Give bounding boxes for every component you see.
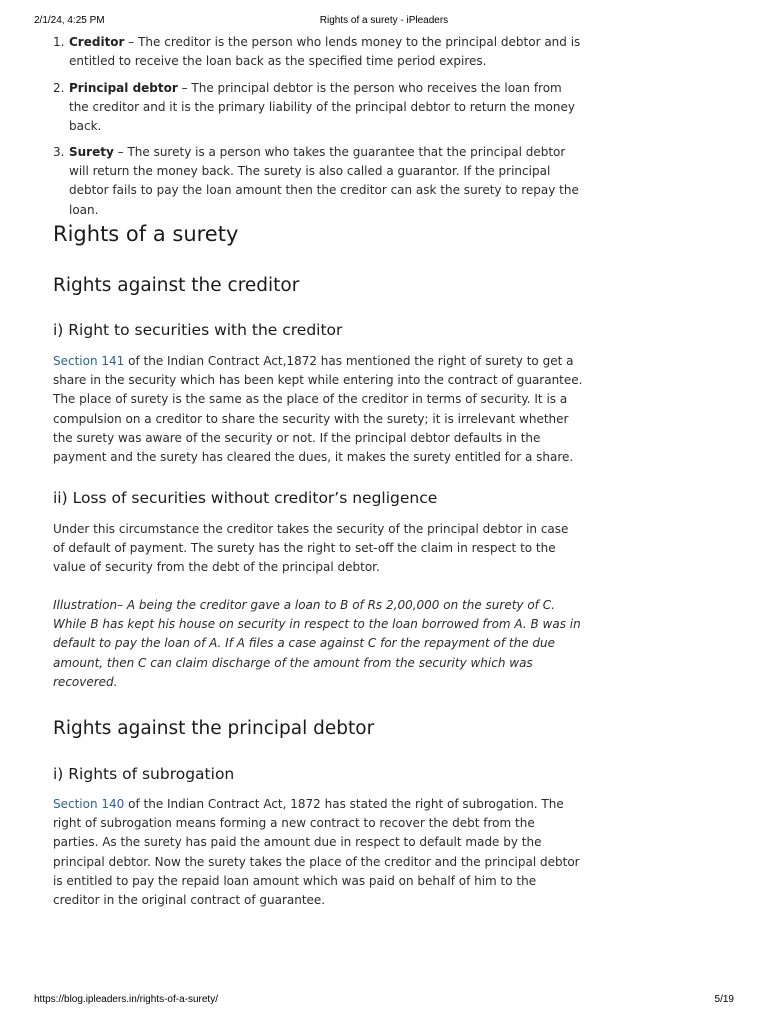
paragraph-text: of the Indian Contract Act,1872 has mentioned the right of surety to get a share in the security which has been kept while entering into the contract of guarantee. The place of surety is the same as the place of the creditor in terms of security. It is a compulsion on a creditor to share the security with the surety; it is irrelevant whether the surety was aware of the security or not. If the principal debtor defaults in the payment and the surety has cleared the dues, it makes the surety entitled for a share. [53,354,583,465]
list-text: – The surety is a person who takes the guarantee that the principal debtor will return the money back. The surety is also called a guarantor. If the principal debtor fails to pay the loan amount then the creditor can ask the surety to repay the loan. [69,145,579,217]
paragraph-section-140 [53,795,583,910]
subheading-loss-of-securities: ii) Loss of securities without creditor’s negligence [53,489,438,507]
list-number: 1. [53,35,65,49]
list-item-surety [53,143,583,220]
heading-rights-against-principal-debtor: Rights against the principal debtor [53,718,375,739]
list-item-creditor [53,33,583,71]
subheading-right-to-securities: i) Right to securities with the creditor [53,321,343,339]
list-text: – The principal debtor is the person who receives the loan from the creditor and it is the primary liability of the principal debtor to return the money back. [69,81,575,134]
print-header [34,15,734,29]
list-item-principal-debtor [53,79,583,137]
list-term: Surety [69,145,114,159]
list-term: Creditor [69,35,125,49]
section-141-link[interactable]: Section 141 [53,354,125,368]
heading-rights-against-creditor: Rights against the creditor [53,275,300,296]
paragraph-section-141 [53,352,583,467]
list-text: – The creditor is the person who lends money to the principal debtor and is entitled to receive the loan back as the specified time period expires. [69,35,581,69]
print-page-title: Rights of a surety - iPleaders [319,15,449,26]
subheading-rights-of-subrogation: i) Rights of subrogation [53,765,235,783]
page-number: 5/19 [714,994,734,1005]
illustration-paragraph: Illustration– A being the creditor gave a loan to B of Rs 2,00,000 on the surety of C. While B has kept his house on security in respect to the loan borrowed from A. B was in default to pay the loan of A. If A files a case against C for the repayment of the due amount, then C can claim discharge of the amount from the security which was recovered. [53,598,581,689]
print-url: https://blog.ipleaders.in/rights-of-a-surety/ [34,994,218,1005]
paragraph-loss-of-securities: Under this circumstance the creditor takes the security of the principal debtor in case of default of payment. The surety has the right to set-off the claim in respect to the value of security from the debt of the principal debtor. [53,522,569,575]
section-140-link[interactable]: Section 140 [53,797,125,811]
list-term: Principal debtor [69,81,178,95]
paragraph-text: of the Indian Contract Act, 1872 has stated the right of subrogation. The right of subrogation means forming a new contract to recover the debt from the parties. As the surety has paid the amount due in respect to default made by the principal debtor. Now the surety takes the place of the creditor and the principal debtor is entitled to pay the repaid loan amount which was paid on behalf of him to the creditor in the original contract of guarantee. [53,797,580,908]
print-timestamp: 2/1/24, 4:25 PM [34,15,105,26]
print-footer [34,994,734,1008]
list-number: 3. [53,145,65,159]
list-number: 2. [53,81,65,95]
heading-rights-of-surety: Rights of a surety [53,222,239,246]
